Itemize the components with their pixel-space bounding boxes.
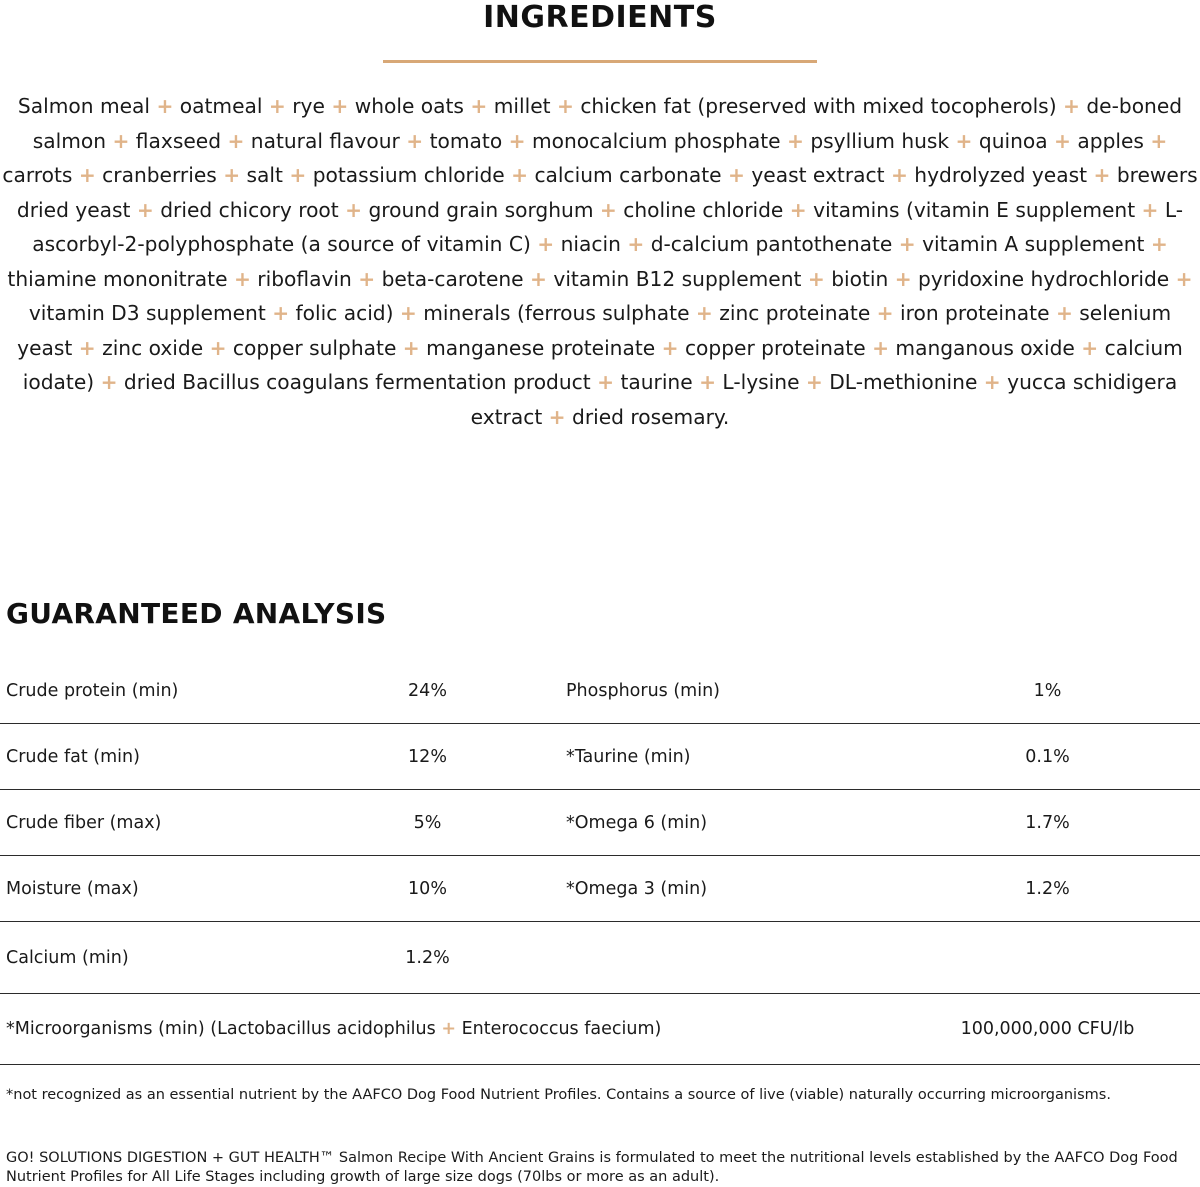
plus-icon: + <box>345 197 363 222</box>
ingredient-item: niacin <box>560 232 621 256</box>
plus-icon: + <box>100 370 118 394</box>
ingredient-item: de-boned salmon <box>32 94 1183 153</box>
ingredient-item: selenium yeast <box>17 301 1172 360</box>
ingredient-item: copper sulphate <box>232 335 397 360</box>
plus-icon: + <box>78 335 96 360</box>
microorganisms-label-part1: *Microorganisms (min) (Lactobacillus acidophilus <box>6 1019 436 1039</box>
microorganisms-label <box>6 994 661 1064</box>
ingredient-item: Salmon meal <box>17 94 151 118</box>
ingredient-item: flaxseed <box>135 128 222 153</box>
nutrient-value: 0.1% <box>1025 746 1070 767</box>
plus-icon: + <box>627 232 645 256</box>
ingredient-item: beta-carotene <box>381 266 524 291</box>
table-row-microorganisms <box>0 994 1200 1065</box>
nutrient-label: *Taurine (min) <box>566 746 691 767</box>
plus-icon: + <box>223 163 241 187</box>
plus-icon: + <box>112 128 130 153</box>
plus-icon: + <box>1054 128 1071 153</box>
plus-icon: + <box>406 128 424 153</box>
plus-icon: + <box>876 301 894 325</box>
plus-icon: + <box>511 163 529 187</box>
plus-icon: + <box>209 335 227 360</box>
ingredient-item: oatmeal <box>179 94 263 118</box>
plus-icon: + <box>441 1019 456 1039</box>
plus-icon: + <box>289 163 307 187</box>
ingredient-item: calcium iodate) <box>22 335 1183 394</box>
plus-icon: + <box>955 128 973 153</box>
ingredient-item: biotin <box>831 266 889 291</box>
plus-icon: + <box>1093 163 1111 187</box>
nutrient-label: Moisture (max) <box>6 878 139 899</box>
ingredient-item: natural flavour <box>250 128 400 153</box>
plus-icon: + <box>695 301 713 325</box>
ingredients-divider <box>383 60 817 63</box>
ingredient-item: psyllium husk <box>810 128 950 153</box>
plus-icon: + <box>358 266 376 291</box>
microorganisms-value: 100,000,000 CFU/lb <box>960 1019 1135 1039</box>
nutrient-label: Crude protein (min) <box>6 680 179 701</box>
ingredient-item: vitamin A supplement <box>922 232 1145 256</box>
plus-icon: + <box>470 94 488 118</box>
plus-icon: + <box>727 163 745 187</box>
ingredient-item: iron proteinate <box>900 301 1050 325</box>
ingredient-item: riboflavin <box>257 266 352 291</box>
plus-icon: + <box>399 301 417 325</box>
plus-icon: + <box>898 232 916 256</box>
guaranteed-analysis-title: GUARANTEED ANALYSIS <box>6 597 387 630</box>
ingredient-item: yucca schidigera extract <box>470 370 1178 429</box>
plus-icon: + <box>1063 94 1080 118</box>
nutrient-label: Calcium (min) <box>6 947 129 968</box>
ingredient-item: carrots <box>2 163 73 187</box>
ingredient-item: monocalcium phosphate <box>531 128 781 153</box>
plus-icon: + <box>1150 232 1168 256</box>
ingredient-item: quinoa <box>978 128 1048 153</box>
nutrient-value: 10% <box>408 878 447 899</box>
ingredient-item: brewers dried yeast <box>16 163 1198 222</box>
plus-icon: + <box>1175 266 1193 291</box>
ingredient-item: zinc oxide <box>102 335 204 360</box>
table-row <box>0 790 1200 856</box>
plus-icon: + <box>805 370 823 394</box>
table-row <box>0 724 1200 790</box>
ingredient-item: dried Bacillus coagulans fermentation product <box>123 370 591 394</box>
plus-icon: + <box>1141 197 1159 222</box>
nutrient-label: *Omega 3 (min) <box>566 878 708 899</box>
ingredient-item: manganous oxide <box>895 335 1075 360</box>
plus-icon: + <box>1081 335 1099 360</box>
ingredient-item: yeast extract <box>751 163 885 187</box>
nutrient-value: 5% <box>413 812 442 833</box>
ingredient-item: rye <box>292 94 325 118</box>
nutrient-label: Crude fat (min) <box>6 746 140 767</box>
ingredient-item: calcium carbonate <box>534 163 722 187</box>
ingredient-item: whole oats <box>354 94 464 118</box>
plus-icon: + <box>548 404 566 429</box>
ingredient-item: d-calcium pantothenate <box>650 232 893 256</box>
plus-icon: + <box>894 266 912 291</box>
nutrient-label: *Omega 6 (min) <box>566 812 708 833</box>
ingredient-item: vitamin D3 supplement <box>28 301 266 325</box>
ingredient-item: copper proteinate <box>684 335 866 360</box>
ingredients-list <box>2 89 1198 434</box>
ingredient-item: thiamine mononitrate <box>7 266 228 291</box>
ingredient-item: tomato <box>429 128 503 153</box>
table-row <box>0 658 1200 724</box>
guaranteed-analysis-table <box>0 658 1200 1065</box>
nutrient-value: 1% <box>1033 680 1062 701</box>
ingredient-item: potassium chloride <box>312 163 505 187</box>
plus-icon: + <box>402 335 420 360</box>
plus-icon: + <box>807 266 825 291</box>
plus-icon: + <box>272 301 290 325</box>
plus-icon: + <box>331 94 349 118</box>
plus-icon: + <box>1150 128 1168 153</box>
ingredient-item: DL-methionine <box>829 370 978 394</box>
nutrient-value: 1.2% <box>405 947 450 968</box>
ingredients-title: INGREDIENTS <box>483 0 717 35</box>
plus-icon: + <box>556 94 574 118</box>
table-row <box>0 922 1200 994</box>
microorganisms-label-part2: Enterococcus faecium) <box>461 1019 662 1039</box>
plus-icon: + <box>872 335 889 360</box>
plus-icon: + <box>599 197 617 222</box>
nutrient-value: 24% <box>408 680 447 701</box>
nutrient-label: Phosphorus (min) <box>566 680 720 701</box>
plus-icon: + <box>537 232 555 256</box>
plus-icon: + <box>1055 301 1073 325</box>
table-row <box>0 856 1200 922</box>
plus-icon: + <box>268 94 286 118</box>
ingredient-item: choline chloride <box>623 197 784 222</box>
ingredient-item: L-lysine <box>722 370 800 394</box>
ingredient-item: taurine <box>620 370 693 394</box>
nutrient-value: 1.2% <box>1025 878 1070 899</box>
ingredient-item: apples <box>1077 128 1144 153</box>
footnote: *not recognized as an essential nutrient by the AAFCO Dog Food Nutrient Profiles. Contains a source of live (viable) naturally occurring microorganisms. <box>6 1087 1111 1103</box>
ingredient-item: ground grain sorghum <box>368 197 594 222</box>
ingredient-item: dried chicory root <box>160 197 339 222</box>
ingredient-item: pyridoxine hydrochloride <box>918 266 1170 291</box>
plus-icon: + <box>508 128 526 153</box>
nutrient-value: 1.7% <box>1025 812 1070 833</box>
plus-icon: + <box>78 163 96 187</box>
plus-icon: + <box>787 128 804 153</box>
ingredient-item: minerals (ferrous sulphate <box>423 301 690 325</box>
plus-icon: + <box>227 128 245 153</box>
ingredient-item: L-ascorbyl-2-polyphosphate (a source of vitamin C) <box>32 197 1184 256</box>
nutrient-value: 12% <box>408 746 447 767</box>
ingredient-item: hydrolyzed yeast <box>914 163 1088 187</box>
ingredient-item: millet <box>493 94 551 118</box>
ingredient-item: dried rosemary. <box>572 404 730 429</box>
plus-icon: + <box>136 197 154 222</box>
ingredient-item: vitamins (vitamin E supplement <box>813 197 1136 222</box>
ingredient-item: cranberries <box>102 163 217 187</box>
ingredient-item: vitamin B12 supplement <box>553 266 802 291</box>
ingredient-item: chicken fat (preserved with mixed tocopherols) <box>580 94 1057 118</box>
plus-icon: + <box>156 94 174 118</box>
ingredient-item: zinc proteinate <box>719 301 871 325</box>
ingredient-item: salt <box>246 163 283 187</box>
plus-icon: + <box>661 335 679 360</box>
plus-icon: + <box>530 266 547 291</box>
aafco-statement: GO! SOLUTIONS DIGESTION + GUT HEALTH™ Salmon Recipe With Ancient Grains is formulated to meet the nutritional levels established by the AAFCO Dog Food Nutrient Profiles for All Life Stages including growth of large size dogs (70lbs or more as an adult). <box>6 1150 1178 1185</box>
plus-icon: + <box>983 370 1001 394</box>
nutrient-value <box>960 922 1135 993</box>
plus-icon: + <box>597 370 615 394</box>
plus-icon: + <box>233 266 251 291</box>
plus-icon: + <box>890 163 908 187</box>
plus-icon: + <box>699 370 716 394</box>
ingredient-item: manganese proteinate <box>426 335 656 360</box>
nutrient-label: Crude fiber (max) <box>6 812 162 833</box>
plus-icon: + <box>789 197 807 222</box>
ingredient-item: folic acid) <box>295 301 394 325</box>
